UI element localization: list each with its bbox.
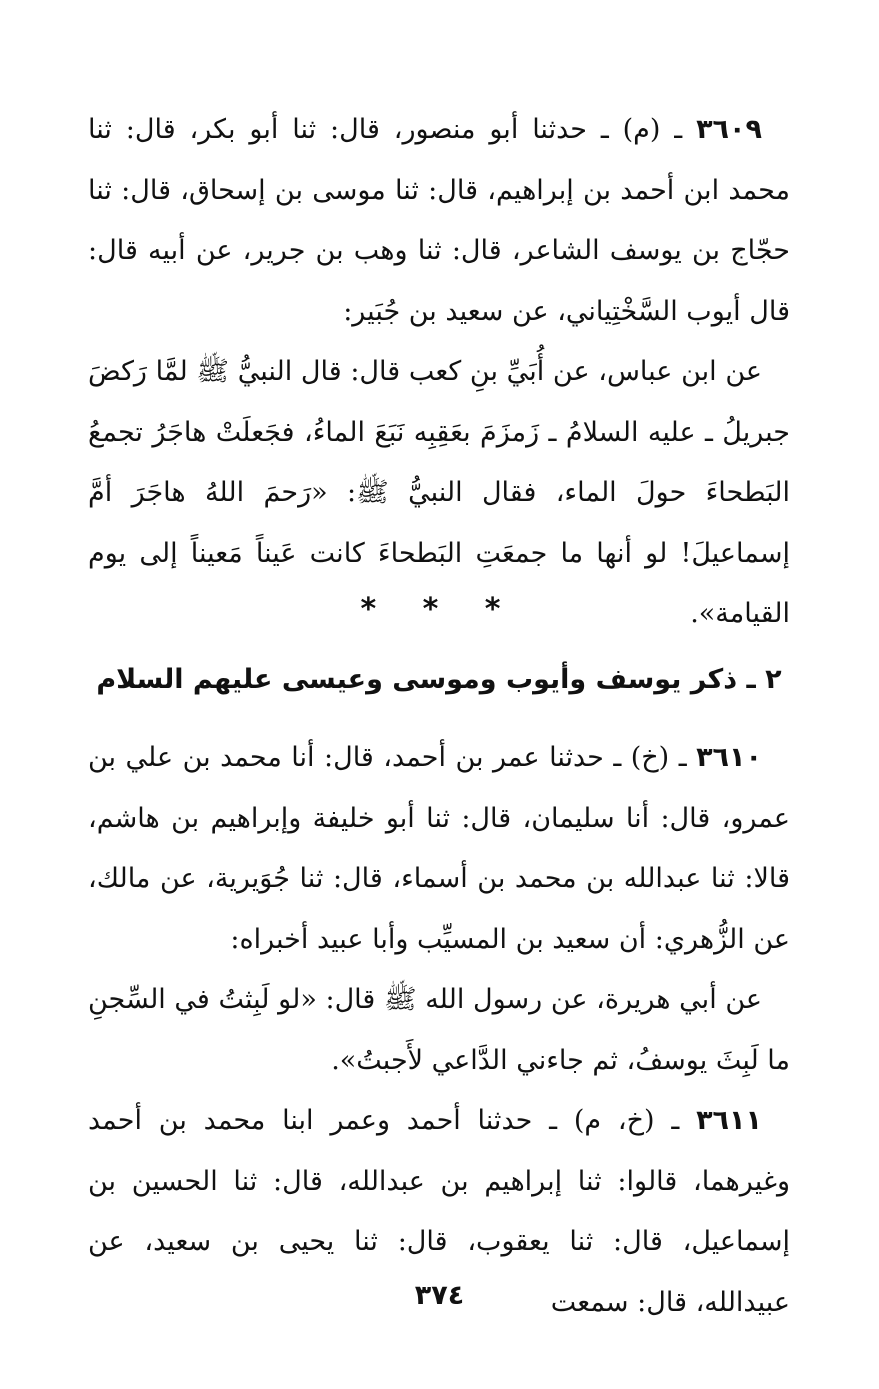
hadith-3609-matn: عن ابن عباس، عن أُبَيِّ بنِ كعب قال: قال النبيُّ ﷺ لمَّا رَكضَ جبريلُ ـ عليه السلامُ ـ زَمزَمَ بعَقِبِه نَبَعَ الماءُ، فجَعلَتْ هاجَرُ تجمعُ البَطحاءَ حولَ الماء، فقال النبيُّ ﷺ: «رَحمَ اللهُ هاجَرَ أمَّ إسماعيلَ! لو أنها ما جمعَتِ البَطحاءَ كانت عَيناً مَعيناً إلى يوم القيامة». <box>88 356 790 629</box>
hadith-number: ٣٦٠٩ <box>696 114 762 145</box>
page-number: ٣٧٤ <box>414 1280 465 1311</box>
hadith-3610-matn: عن أبي هريرة، عن رسول الله ﷺ قال: «لو لَبِثتُ في السِّجنِ ما لَبِثَ يوسفُ، ثم جاءني الدَّاعي لأَجبتُ». <box>88 984 790 1076</box>
isnad-text: ـ (خ، م) ـ حدثنا أحمد وعمر ابنا محمد بن أحمد وغيرهما، قالوا: ثنا إبراهيم بن عبدالله، قال: ثنا الحسين بن إسماعيل، قال: ثنا يعقوب، قال: ثنا يحيى بن سعيد، عن عبيدالله، قال: سمعت <box>88 1105 790 1318</box>
hadith-number: ٣٦١١ <box>696 1105 762 1136</box>
hadith-3609-isnad <box>88 100 790 342</box>
hadith-number: ٣٦١٠ <box>696 742 762 773</box>
isnad-text: ـ (خ) ـ حدثنا عمر بن أحمد، قال: أنا محمد بن علي بن عمرو، قال: أنا سليمان، قال: ثنا أبو خليفة وإبراهيم بن هاشم، قالا: ثنا عبدالله بن محمد بن أسماء، قال: ثنا جُوَيرية، عن مالك، عن الزُّهري: أن سعيد بن المسيِّب وأبا عبيد أخبراه: <box>88 742 790 955</box>
section-separator: * * * <box>360 592 519 627</box>
hadith-3609-block <box>88 100 790 645</box>
hadith-3610-block <box>88 728 790 1333</box>
isnad-text: ـ (م) ـ حدثنا أبو منصور، قال: ثنا أبو بكر، قال: ثنا محمد ابن أحمد بن إبراهيم، قال: ثنا موسى بن إسحاق، قال: ثنا حجّاج بن يوسف الشاعر، قال: ثنا وهب بن جرير، عن أبيه قال: قال أيوب السَّخْتِياني، عن سعيد بن جُبَير: <box>88 114 790 327</box>
chapter-heading: ٢ ـ ذكر يوسف وأيوب وموسى وعيسى عليهم السلام <box>96 664 782 695</box>
hadith-3610-isnad <box>88 728 790 970</box>
